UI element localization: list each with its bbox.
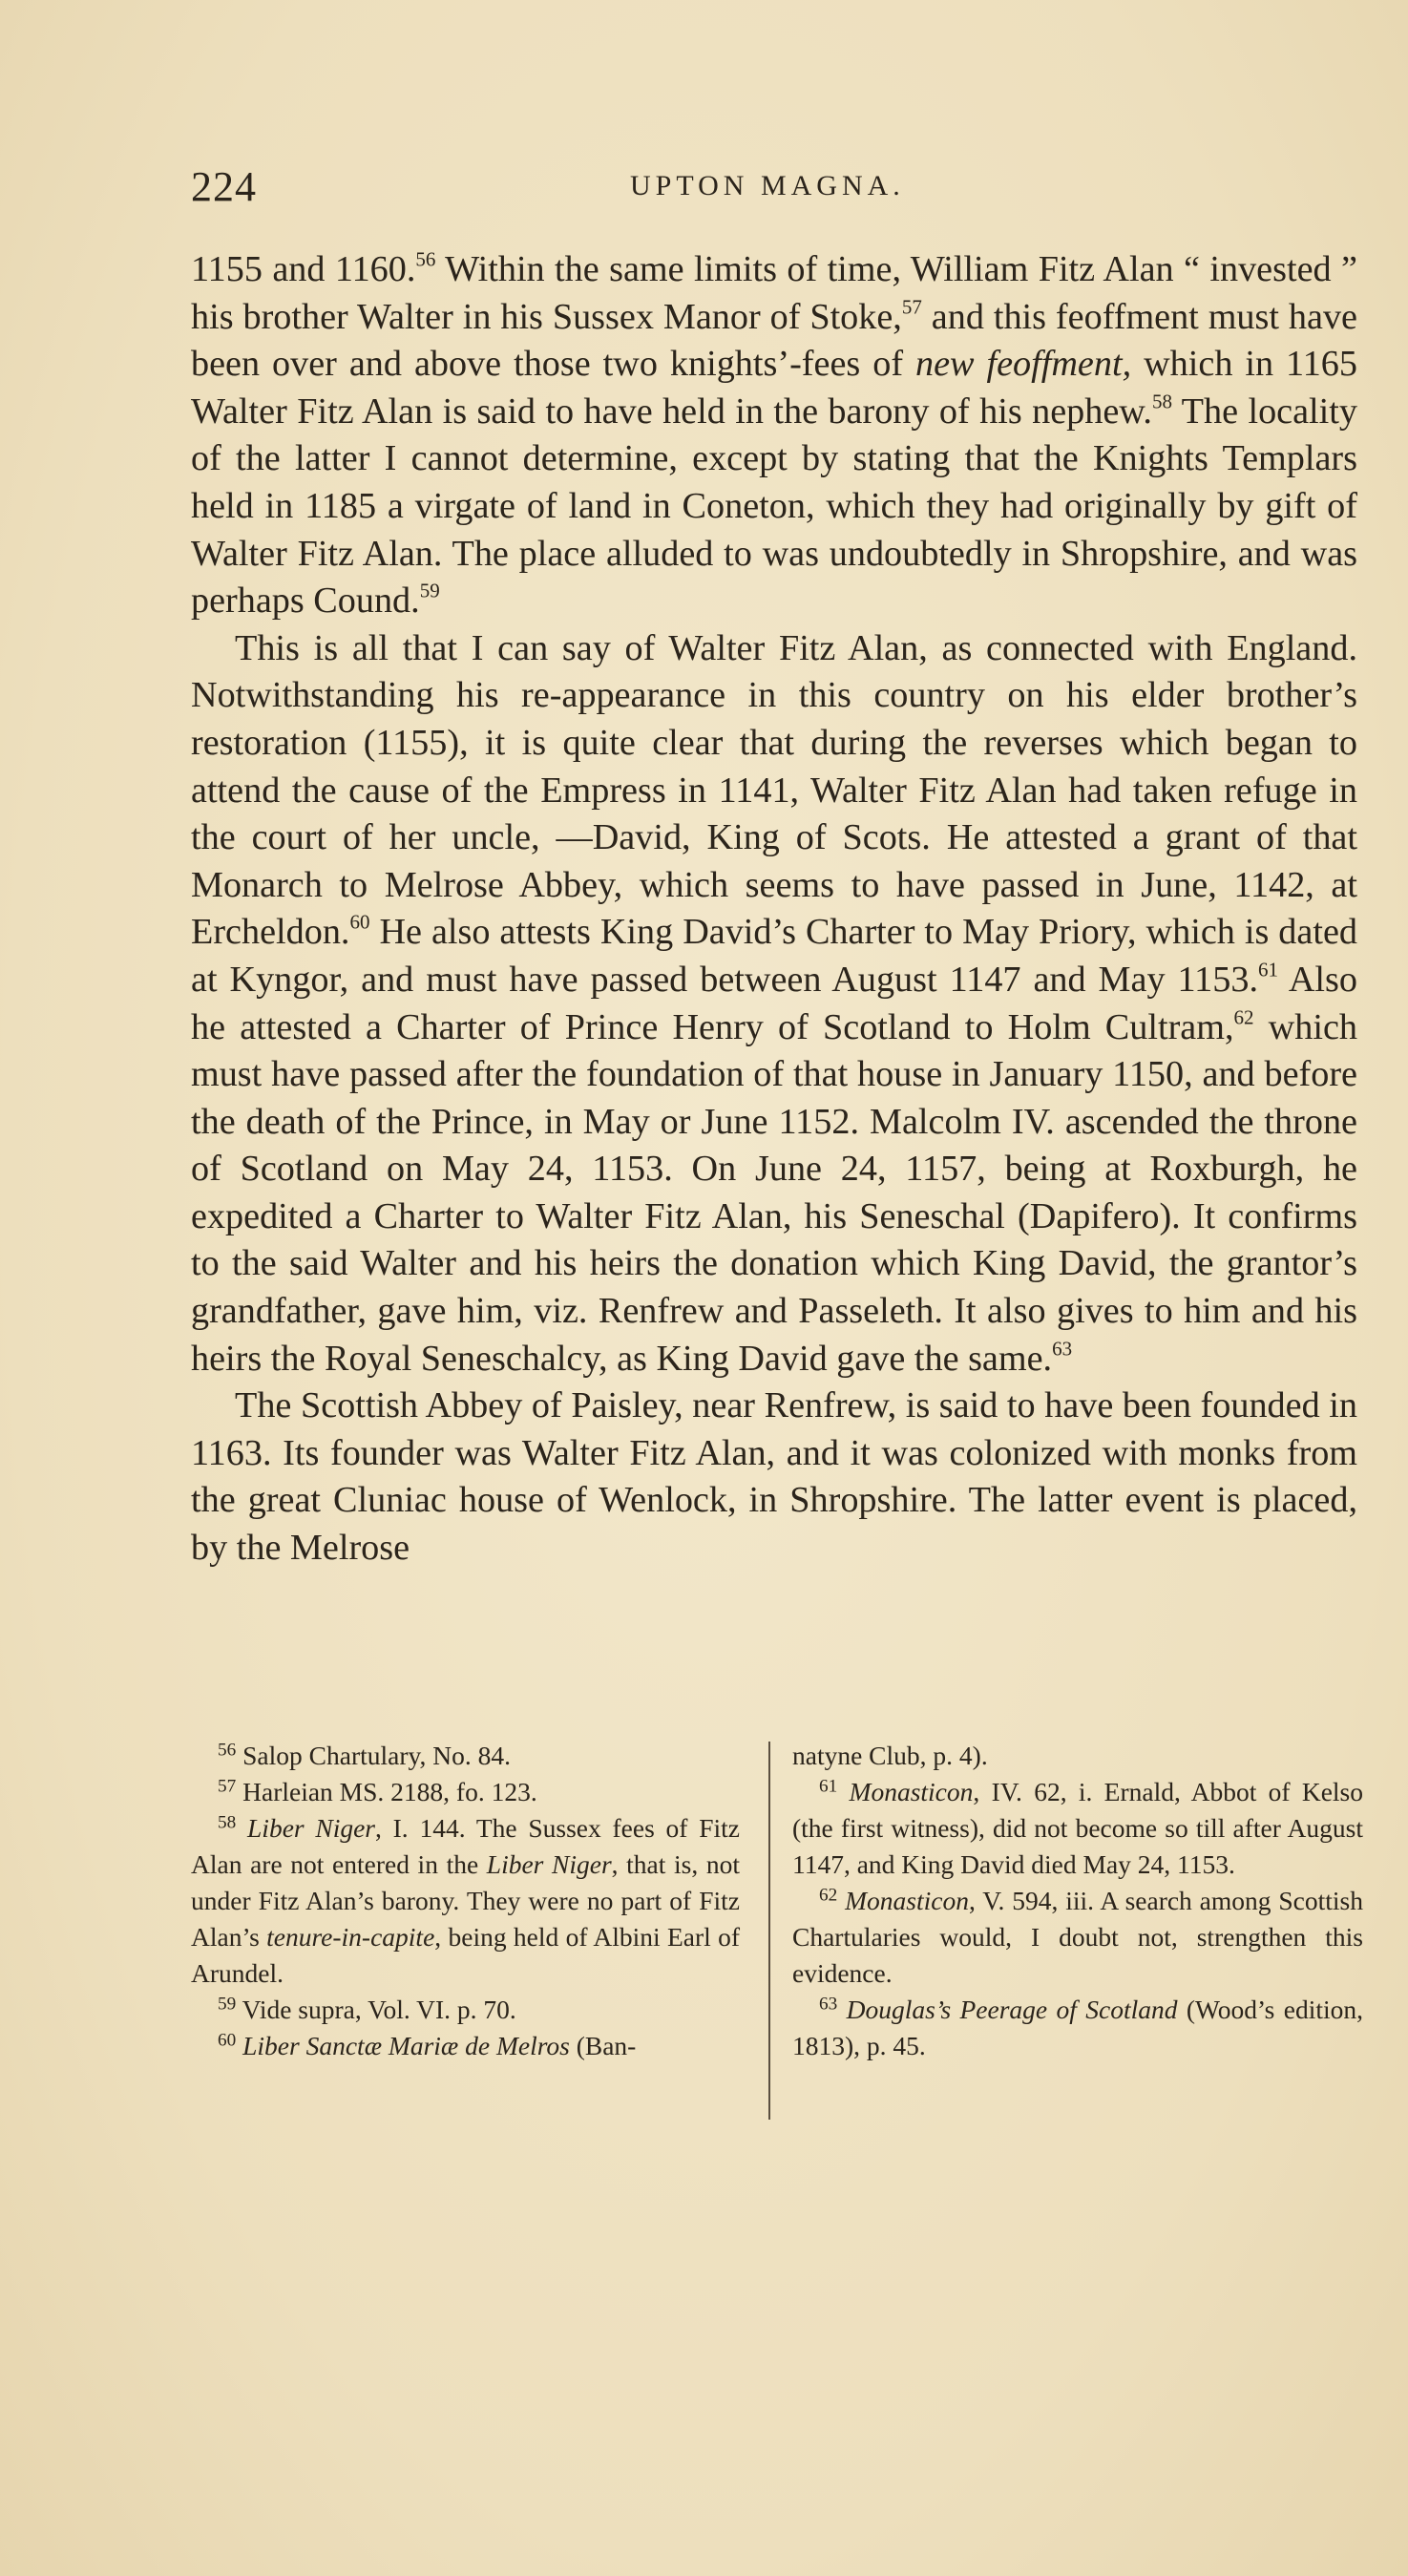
footnotes-right-column	[792, 1738, 1363, 2064]
footnote-number: 59	[218, 1994, 237, 2015]
footnote-60-continued: natyne Club, p. 4).	[792, 1741, 988, 1770]
text-span: This is all that I can say of Walter Fitz Alan, as connected with England. Notwithstanding his re-appearance in this country on his elder brother’s restoration (1155), it is quite clear that during the reverses which began to attend the cause of the Empress in 1141, Walter Fitz Alan had taken refuge in the court of her uncle, —David, King of Scots. He attested a grant of that Monarch to Melrose Abbey, which seems to have passed in June, 1142, at Ercheldon.	[191, 627, 1357, 953]
footnote-number: 56	[218, 1740, 237, 1761]
footnote-56	[191, 1738, 740, 1774]
footnote-number: 57	[218, 1776, 237, 1797]
footnote-text: (Wood’s edition, 1813), p. 45.	[792, 1995, 1363, 2060]
paragraph-1	[191, 246, 1357, 625]
italic-title: Liber Niger	[247, 1813, 376, 1843]
footnote-ref-56: 56	[415, 247, 436, 271]
footnote-62	[792, 1883, 1363, 1992]
footnote-60	[191, 2028, 740, 2064]
italic-title: Douglas’s Peerage of Scotland	[846, 1995, 1178, 2024]
italic-title: Monasticon	[849, 1777, 974, 1806]
footnote-number: 63	[819, 1994, 838, 2015]
text-span: which in 1165 Walter Fitz Alan is said to have held in the barony of his nephew.	[191, 344, 1357, 432]
footnote-ref-60: 60	[349, 910, 370, 934]
footnote-57	[191, 1774, 740, 1810]
text-span: Within the same limits of time, William Fitz Alan “ invested ” his brother Walter in his Sussex Manor of Stoke,	[191, 249, 1357, 337]
footnote-ref-58: 58	[1151, 390, 1172, 413]
column-divider	[768, 1742, 770, 2120]
footnotes-left-column	[191, 1738, 740, 2064]
text-span: which must have passed after the foundation of that house in January 1150, and before the death of the Prince, in May or June 1152. Malcolm IV. ascended the throne of Scotland on May 24, 1153. On June 24, 1157, being at Roxburgh, he expedited a Charter to Walter Fitz Alan, his Seneschal (Dapifero). It confirms to the said Walter and his heirs the donation which King David, the grantor’s grandfather, gave him, viz. Renfrew and Passeleth. It also gives to him and his heirs the Royal Seneschalcy, as King David gave the same.	[191, 1006, 1357, 1379]
footnote-text: Vide supra, Vol. VI. p. 70.	[236, 1995, 516, 2024]
footnote-58	[191, 1810, 740, 1992]
paragraph-3	[191, 1383, 1357, 1572]
italic-term: tenure-in-capite	[266, 1922, 435, 1952]
footnote-text: , that is, not under Fitz Alan’s barony. They were no part of Fitz Alan’s	[191, 1849, 740, 1952]
footnote-ref-61: 61	[1258, 958, 1279, 982]
footnote-text: , IV. 62, i. Ernald, Abbot of Kelso (the first witness), did not become so till after August 1147, and King David died May 24, 1153.	[792, 1777, 1364, 1879]
footnote-text: , V. 594, iii. A search among Scottish Chartularies would, I doubt not, strengthen this evidence.	[792, 1886, 1363, 1988]
footnote-number: 58	[218, 1812, 237, 1833]
text-span: He also attests King David’s Charter to May Priory, which is dated at Kyngor, and must have passed between August 1147 and May 1153.	[191, 912, 1357, 1000]
footnote-text: (Ban-	[569, 2031, 637, 2060]
running-head	[191, 162, 1375, 220]
footnote-text: , being held of Albini Earl of Arundel.	[191, 1922, 740, 1988]
text-span: The Scottish Abbey of Paisley, near Renfrew, is said to have been founded in 1163. Its founder was Walter Fitz Alan, and it was colonized with monks from the great Cluniac house of Wenlock, in Shropshire. The latter event is placed, by the Melrose	[191, 1385, 1357, 1569]
main-text	[191, 246, 1357, 1573]
footnote-ref-62: 62	[1233, 1004, 1254, 1028]
italic-title: Monasticon	[845, 1886, 969, 1915]
footnote-text: Harleian MS. 2188, fo. 123.	[236, 1777, 537, 1806]
footnote-61	[792, 1774, 1363, 1883]
text-span: and this feoffment must have been over and above those two knights’-fees of	[191, 296, 1357, 385]
footnote-ref-63: 63	[1052, 1336, 1073, 1360]
paragraph-2	[191, 625, 1357, 1383]
italic-phrase: new feoffment,	[915, 344, 1132, 385]
italic-title: Liber Niger	[486, 1849, 612, 1879]
text-span: The locality of the latter I cannot determine, except by stating that the Knights Templars held in 1185 a virgate of land in Coneton, which they had originally by gift of Walter Fitz Alan. The place alluded to was undoubtedly in Shropshire, and was perhaps Cound.	[191, 391, 1357, 622]
text-span: Also he attested a Charter of Prince Henry of Scotland to Holm Cultram,	[191, 959, 1357, 1047]
footnote-text: Salop Chartulary, No. 84.	[236, 1741, 511, 1770]
footnote-59	[191, 1992, 740, 2028]
italic-title: Liber Sanctæ Mariæ de Melros	[242, 2031, 570, 2060]
text-span: 1155 and 1160.	[191, 249, 416, 289]
footnote-text: , I. 144. The Sussex fees of Fitz Alan are not entered in the	[191, 1813, 741, 1879]
footnote-number: 60	[218, 2030, 237, 2051]
footnote-ref-59: 59	[419, 579, 440, 602]
page-number: 224	[191, 163, 257, 210]
footnote-63	[792, 1992, 1363, 2064]
footnotes	[191, 1738, 1365, 2060]
footnote-ref-57: 57	[901, 294, 922, 318]
footnote-number: 62	[819, 1885, 838, 1906]
footnote-number: 61	[819, 1776, 838, 1797]
running-title: UPTON MAGNA.	[630, 170, 905, 201]
